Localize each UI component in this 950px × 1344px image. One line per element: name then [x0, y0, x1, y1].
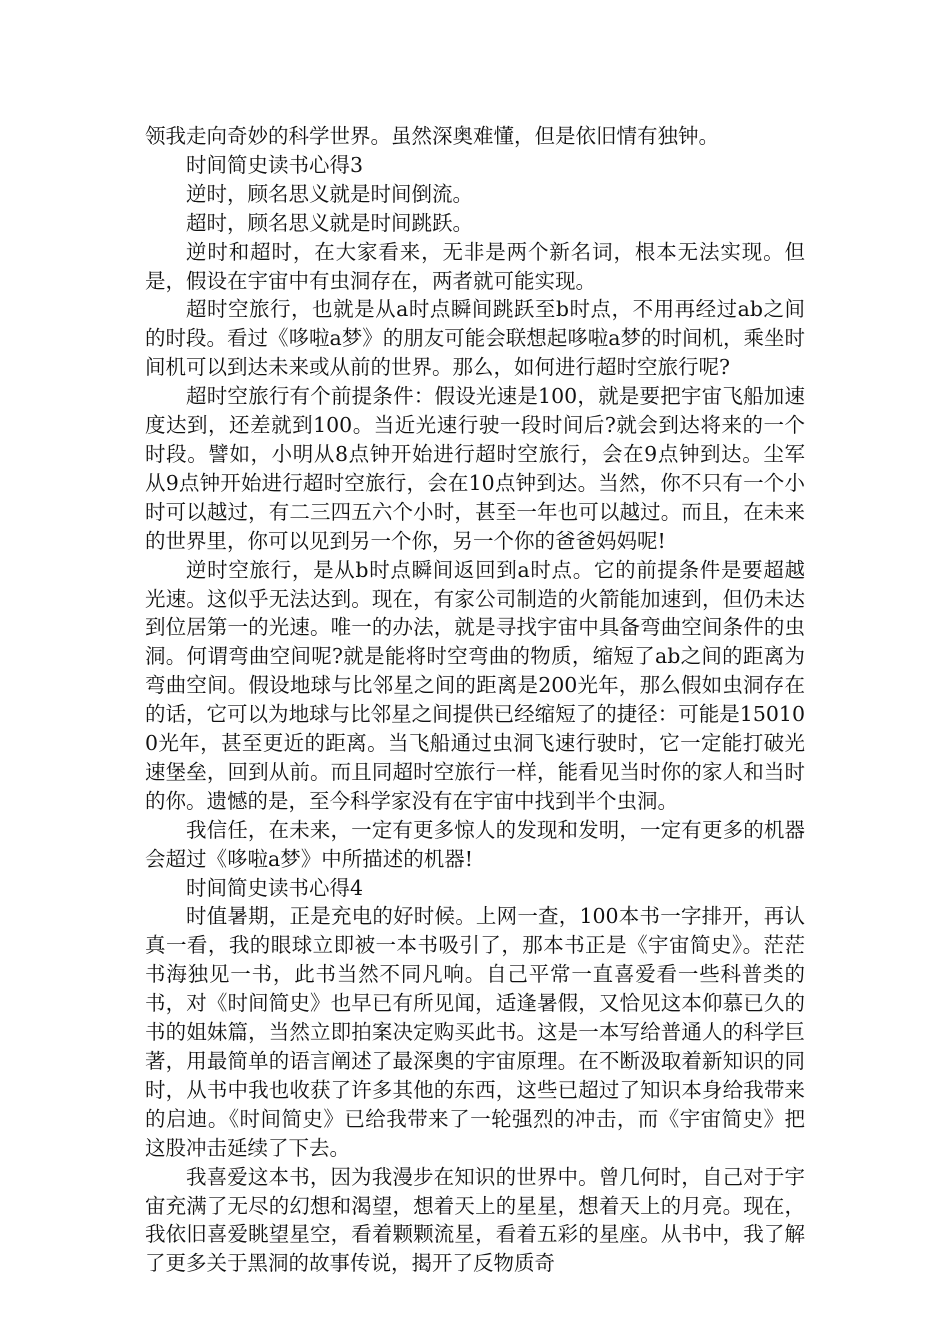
- body-paragraph: 超时空旅行有个前提条件：假设光速是100，就是要把宇宙飞船加速度达到，还差就到100。当近光速行驶一段时间后?就会到达将来的一个时段。譬如，小明从8点钟开始进行超时空旅行，会在9点钟到达。尘军从9点钟开始进行超时空旅行，会在10点钟到达。当然，你不只有一个小时可以越过，有二三四五六个小时，甚至一年也可以越过。而且，在未来的世界里，你可以见到另一个你，另一个你的爸爸妈妈呢!: [145, 384, 805, 553]
- body-paragraph: 我信任，在未来，一定有更多惊人的发现和发明，一定有更多的机器会超过《哆啦a梦》中所描述的机器!: [145, 817, 805, 871]
- section-heading: 时间简史读书心得4: [186, 875, 364, 900]
- document-body: [145, 122, 805, 1278]
- body-paragraph: 超时空旅行，也就是从a时点瞬间跳跃至b时点，不用再经过ab之间的时段。看过《哆啦a梦》的朋友可能会联想起哆啦a梦的时间机，乘坐时间机可以到达未来或从前的世界。那么，如何进行超时空旅行呢?: [145, 297, 805, 380]
- body-paragraph: 我喜爱这本书，因为我漫步在知识的世界中。曾几何时，自己对于宇宙充满了无尽的幻想和渴望，想着天上的星星，想着天上的月亮。现在，我依旧喜爱眺望星空，看着颗颗流星，看着五彩的星座。从书中，我了解了更多关于黑洞的故事传说，揭开了反物质奇: [145, 1164, 805, 1276]
- body-paragraph: 逆时，顾名思义就是时间倒流。: [186, 181, 473, 206]
- body-paragraph: 时值暑期，正是充电的好时候。上网一查，100本书一字排开，再认真一看，我的眼球立即被一本书吸引了，那本书正是《宇宙简史》。茫茫书海独见一书，此书当然不同凡响。自己平常一直喜爱看一些科普类的书，对《时间简史》也早已有所见闻，适逢暑假，又恰见这本仰慕已久的书的姐妹篇，当然立即拍案决定购买此书。这是一本写给普通人的科学巨著，用最简单的语言阐述了最深奥的宇宙原理。在不断汲取着新知识的同时，从书中我也收获了许多其他的东西，这些已超过了知识本身给我带来的启迪。《时间简史》已给我带来了一轮强烈的冲击，而《宇宙简史》把这股冲击延续了下去。: [145, 904, 805, 1160]
- body-paragraph: 超时，顾名思义就是时间跳跃。: [186, 210, 473, 235]
- body-paragraph: 逆时空旅行，是从b时点瞬间返回到a时点。它的前提条件是要超越光速。这似乎无法达到。现在，有家公司制造的火箭能加速到，但仍未达到位居第一的光速。唯一的办法，就是寻找宇宙中具备弯曲空间条件的虫洞。何谓弯曲空间呢?就是能将时空弯曲的物质，缩短了ab之间的距离为弯曲空间。假设地球与比邻星之间的距离是200光年，那么假如虫洞存在的话，它可以为地球与比邻星之间提供已经缩短了的捷径：可能是150100光年，甚至更近的距离。当飞船通过虫洞飞速行驶时，它一定能打破光速堡垒，回到从前。而且同超时空旅行一样，能看见当时你的家人和当时的你。遗憾的是，至今科学家没有在宇宙中找到半个虫洞。: [145, 557, 805, 813]
- body-paragraph: 逆时和超时，在大家看来，无非是两个新名词，根本无法实现。但是，假设在宇宙中有虫洞存在，两者就可能实现。: [145, 239, 805, 293]
- body-paragraph: 领我走向奇妙的科学世界。虽然深奥难懂，但是依旧情有独钟。: [145, 124, 719, 148]
- section-heading: 时间简史读书心得3: [186, 152, 364, 177]
